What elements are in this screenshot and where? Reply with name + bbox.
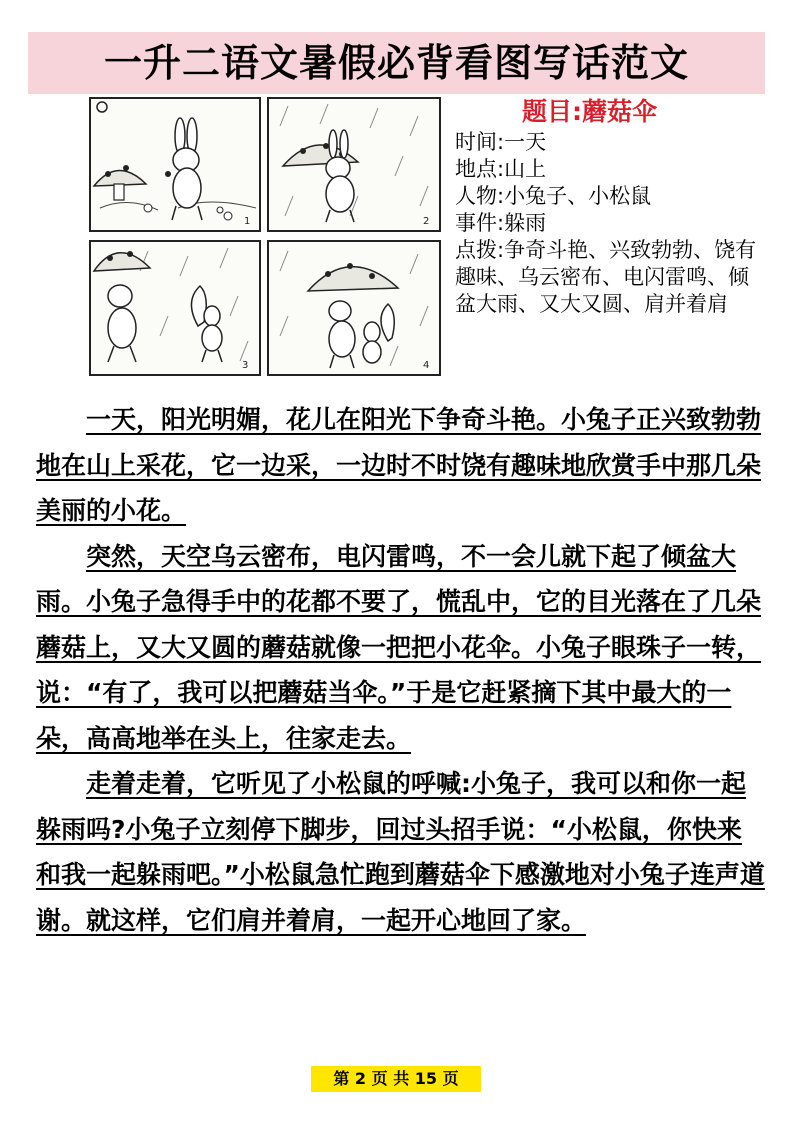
essay-body: [36, 397, 766, 943]
comic-panel-2: [268, 98, 440, 231]
info-event: 事件:躲雨: [455, 211, 547, 235]
panel-number: 4: [423, 360, 430, 371]
info-place: 地点:山上: [455, 157, 547, 181]
page-indicator: 第 2 页 共 15 页: [311, 1066, 481, 1092]
topic-title: 题目:蘑菇伞: [522, 97, 657, 126]
essay-paragraph-3: 走着走着，它听见了小松鼠的呼喊:小兔子，我可以和你一起躲雨吗?小兔子立刻停下脚步，回过头招手说：“小松鼠，你快来和我一起躲雨吧。”小松鼠急忙跑到蘑菇伞下感激地对小兔子连声道谢。就这样，它们肩并着肩，一起开心地回了家。: [36, 769, 765, 935]
page-title: 一升二语文暑假必背看图写话范文: [103, 41, 689, 85]
essay-paragraph-1: 一天，阳光明媚，花儿在阳光下争奇斗艳。小兔子正兴致勃勃地在山上采花，它一边采，一边时不时饶有趣味地欣赏手中那几朵美丽的小花。: [36, 405, 762, 525]
panel-number: 1: [244, 216, 251, 227]
info-characters: 人物:小兔子、小松鼠: [455, 184, 652, 208]
essay-paragraph-2: 突然，天空乌云密布，电闪雷鸣，不一会儿就下起了倾盆大雨。小兔子急得手中的花都不要了，慌乱中，它的目光落在了几朵蘑菇上，又大又圆的蘑菇就像一把把小花伞。小兔子眼珠子一转，说：“有了，我可以把蘑菇当伞。”于是它赶紧摘下其中最大的一朵，高高地举在头上，往家走去。: [36, 541, 762, 753]
panel-number: 2: [423, 216, 430, 227]
comic-panel-1: [90, 98, 260, 231]
info-time: 时间:一天: [455, 130, 547, 154]
info-tips: 点拨:争奇斗艳、兴致勃勃、饶有趣味、乌云密布、电闪雷鸣、倾盆大雨、又大又圆、肩并着肩: [455, 238, 757, 316]
comic-panel-3: [90, 241, 260, 375]
story-info-block: [455, 129, 765, 318]
panel-number: 3: [242, 360, 249, 371]
comic-strip-illustration: [88, 96, 443, 378]
comic-panel-4: [268, 241, 440, 375]
